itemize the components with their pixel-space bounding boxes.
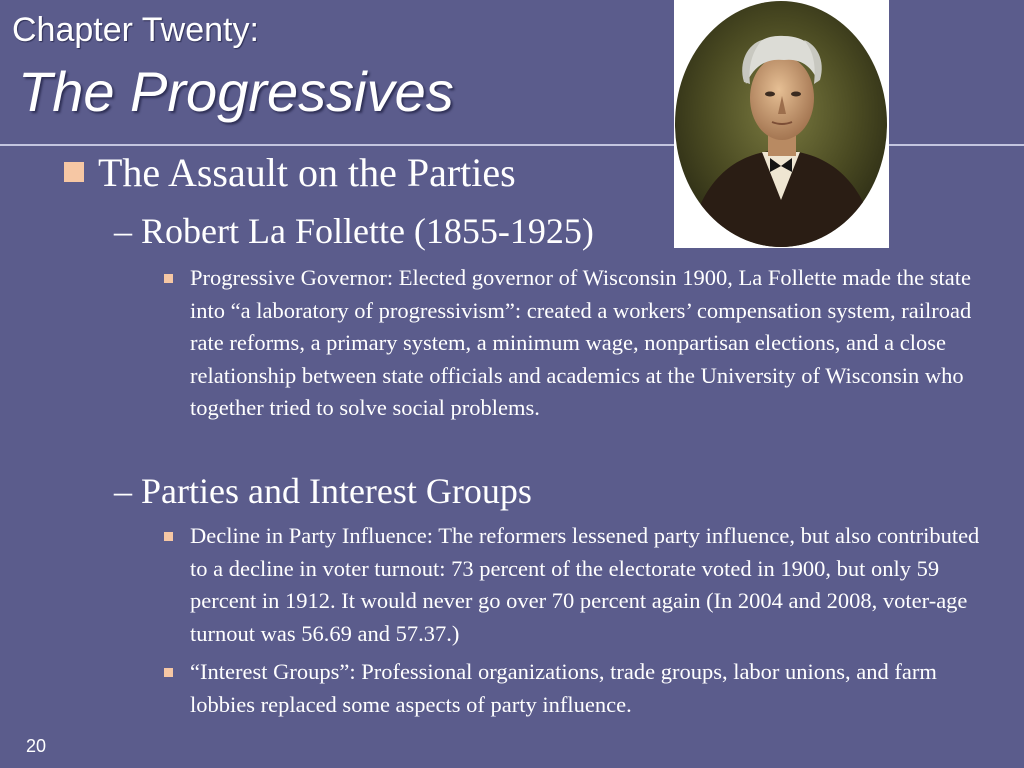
slide-title-main: The Progressives [18, 60, 454, 123]
square-bullet-icon [164, 274, 173, 283]
point-progressive-governor [164, 262, 994, 425]
point-decline-party-influence [164, 520, 994, 650]
slide-number: 20 [26, 736, 47, 756]
point-text: “Interest Groups”: Professional organizations, trade groups, labor unions, and farm lobbies replaced some aspects of party influence. [190, 659, 937, 717]
sub-bullet-la-follette: – Robert La Follette (1855-1925) [114, 211, 594, 251]
portrait-image [674, 0, 889, 248]
square-bullet-icon [164, 668, 173, 677]
sub-bullet-parties-interest-groups: – Parties and Interest Groups [114, 471, 532, 511]
slide-title-chapter: Chapter Twenty: [12, 11, 259, 49]
portrait-painting-icon [674, 0, 889, 248]
bullet-heading-text: The Assault on the Parties [98, 150, 516, 195]
square-bullet-icon [64, 162, 84, 182]
bullet-heading [64, 150, 516, 196]
point-text: Progressive Governor: Elected governor of Wisconsin 1900, La Follette made the state into “a laboratory of progressivism”: created a workers’ compensation system, railroad rate reforms, a primary system, a minimum wage, nonpartisan elections, and a close relationship between state officials and academics at the University of Wisconsin who together tried to solve social problems. [190, 265, 972, 420]
point-interest-groups [164, 656, 994, 721]
point-text: Decline in Party Influence: The reformers lessened party influence, but also contributed to a decline in voter turnout: 73 percent of the electorate voted in 1900, but only 59 percent in 1912. It would never go over 70 percent again (In 2004 and 2008, voter-age turnout was 56.69 and 57.37.) [190, 523, 980, 646]
square-bullet-icon [164, 532, 173, 541]
